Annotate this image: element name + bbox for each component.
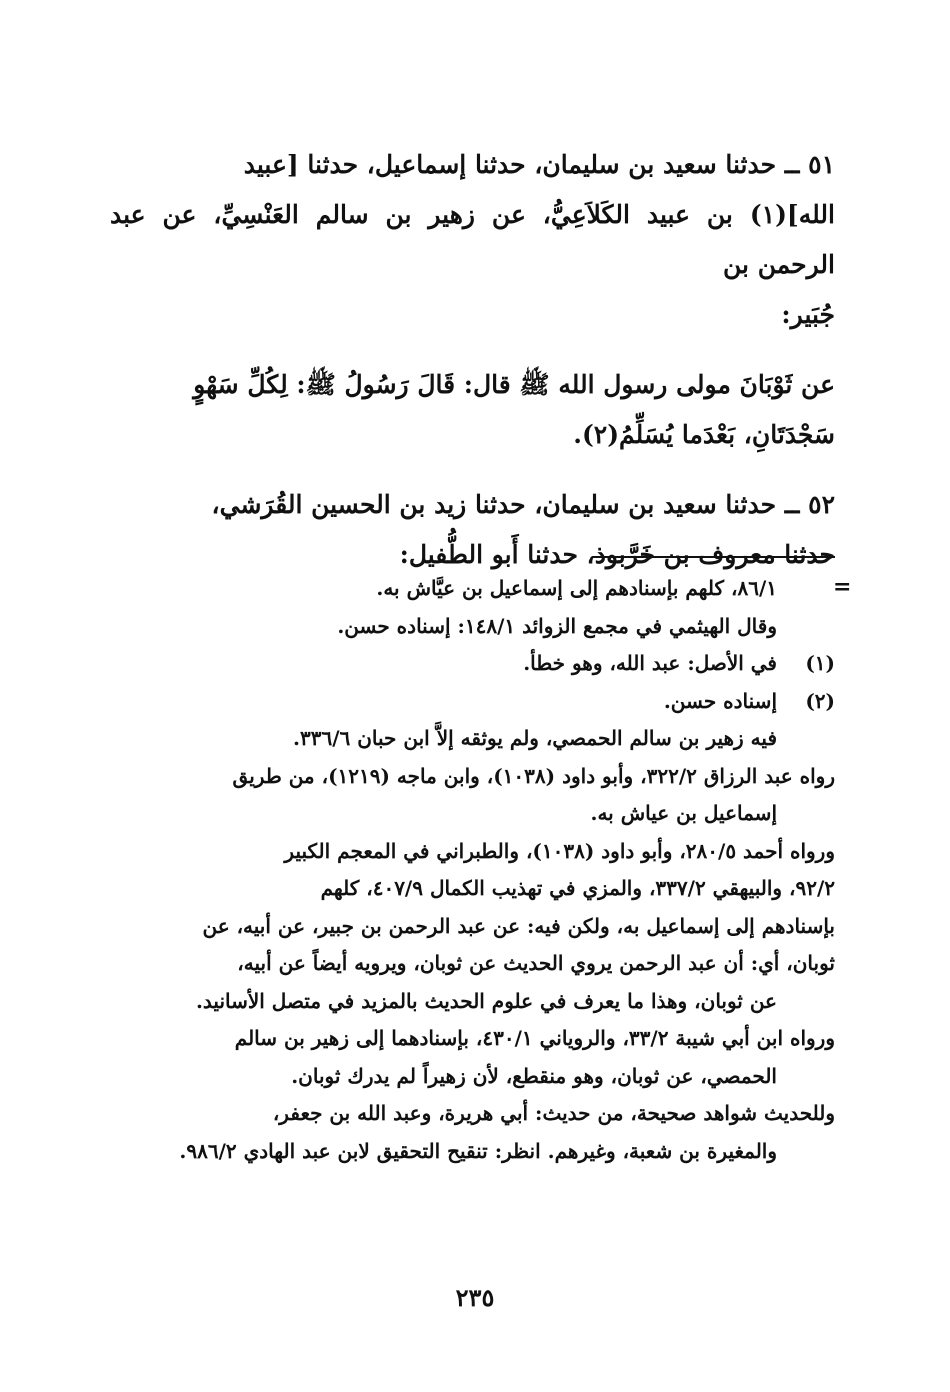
footnote-text: في الأصل: عبد الله، وهو خطأ. — [523, 651, 777, 675]
footnote-number: (١) — [805, 651, 835, 675]
footnote-line: وللحديث شواهد صحيحة، من حديث: أبي هريرة، وعبد الله بن جعفر، — [272, 1101, 835, 1125]
continuation-mark: = — [833, 574, 852, 600]
footnote-line: بإسنادهم إلى إسماعيل به، ولكن فيه: عن عبد الرحمن بن جبير، عن أبيه، عن — [202, 913, 835, 938]
main-text — [110, 140, 835, 600]
text-line: سَجْدَتَانِ، بَعْدَما يُسَلِّمُ(٢). — [573, 420, 835, 449]
page-number: ٢٣٥ — [455, 1283, 495, 1312]
footnote-line: فيه زهير بن سالم الحمصي، ولم يوثقه إلاَّ ابن حبان ٣٣٦/٦. — [293, 726, 777, 750]
footnote-line: وقال الهيثمي في مجمع الزوائد ١٤٨/١: إسناده حسن. — [337, 613, 777, 638]
footnote-line: ورواه ابن أبي شيبة ٣٣/٢، والروياني ٤٣٠/١، بإسنادهما إلى زهير بن سالم — [234, 1026, 835, 1050]
footnote-line: ٨٦/١، كلهم بإسنادهم إلى إسماعيل بن عيَّاش به. — [376, 576, 777, 600]
text-line: حدثنا معروف بن خَرَّبوذ، حدثنا أَبو الطُّفيل: — [399, 540, 835, 569]
text-line: ٥١ ــ حدثنا سعيد بن سليمان، حدثنا إسماعيل، حدثنا [عبيد — [243, 150, 835, 179]
footnote-line: رواه عبد الرزاق ٣٢٢/٢، وأبو داود (١٠٣٨)، وابن ماجه (١٢١٩)، من طريق — [232, 763, 835, 788]
text-line: ٥٢ ــ حدثنا سعيد بن سليمان، حدثنا زيد بن الحسين القُرَشي، — [211, 490, 835, 519]
footnote-line: عن ثوبان، وهذا ما يعرف في علوم الحديث بالمزيد في متصل الأسانيد. — [195, 988, 777, 1013]
footnote-number: (٢) — [805, 688, 835, 713]
footnote-line: ورواه أحمد ٢٨٠/٥، وأبو داود (١٠٣٨)، والطبراني في المعجم الكبير — [284, 838, 835, 863]
footnote-separator — [592, 556, 835, 558]
footnote-line: ٩٢/٢، والبيهقي ٣٣٧/٢، والمزي في تهذيب الكمال ٤٠٧/٩، كلهم — [320, 876, 835, 900]
footnotes — [110, 570, 835, 1170]
footnote-1 — [110, 645, 835, 683]
text-line: عن ثَوْبَانَ مولى رسول الله ﷺ قال: قَالَ رَسُولُ ﷺ: لِكُلِّ سَهْوٍ — [193, 370, 835, 399]
footnote-line: إسماعيل بن عياش به. — [590, 801, 777, 825]
hadith-51-matn — [110, 360, 835, 460]
footnote-text: إسناده حسن. — [663, 688, 777, 713]
text-line: الله](١) بن عبيد الكَلاَعِيُّ، عن زهير بن سالم العَنْسِيِّ، عن عبد الرحمن بن — [110, 200, 835, 279]
text-line: جُبَير: — [781, 300, 835, 329]
footnote-line: ثوبان، أي: أن عبد الرحمن يروي الحديث عن ثوبان، ويرويه أيضاً عن أبيه، — [237, 951, 835, 975]
hadith-51-isnad — [110, 140, 835, 340]
footnote-line: والمغيرة بن شعبة، وغيرهم. انظر: تنقيح التحقيق لابن عبد الهادي ٩٨٦/٢. — [179, 1138, 777, 1163]
footnote-line: الحمصي، عن ثوبان، وهو منقطع، لأن زهيراً لم يدرك ثوبان. — [291, 1063, 777, 1088]
hadith-52-isnad — [110, 480, 835, 580]
footnote-2 — [110, 683, 835, 721]
